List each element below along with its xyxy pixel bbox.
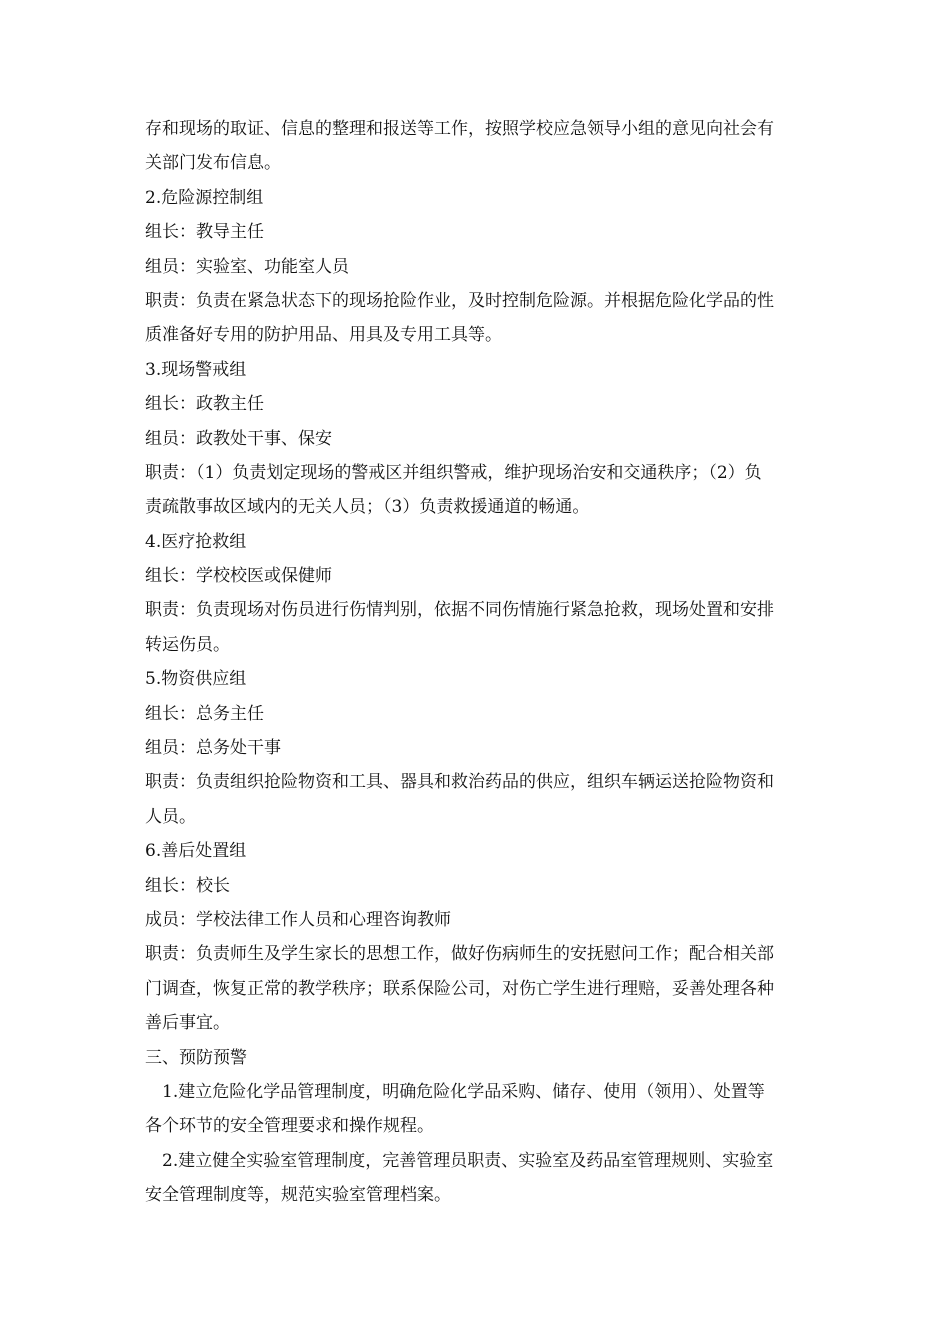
text-line: 组长：总务主任 [145, 703, 264, 724]
text-line: 质准备好专用的防护用品、用具及专用工具等。 [145, 325, 502, 346]
text-line: 4.医疗抢救组 [145, 531, 247, 552]
text-line: 组长：学校校医或保健师 [145, 566, 332, 587]
text-line: 职责：负责在紧急状态下的现场抢险作业，及时控制危险源。并根据危险化学品的性 [145, 290, 774, 311]
text-line: 各个环节的安全管理要求和操作规程。 [145, 1116, 434, 1137]
text-line: 2.危险源控制组 [145, 187, 264, 208]
text-line: 人员。 [145, 806, 196, 827]
text-line: 门调查，恢复正常的教学秩序；联系保险公司，对伤亡学生进行理赔，妥善处理各种 [145, 978, 774, 999]
text-line: 3.现场警戒组 [145, 359, 247, 380]
text-line: 安全管理制度等，规范实验室管理档案。 [145, 1185, 451, 1206]
document-body [145, 112, 795, 1213]
text-line: 存和现场的取证、信息的整理和报送等工作，按照学校应急领导小组的意见向社会有 [145, 119, 774, 139]
text-line: 职责：负责师生及学生家长的思想工作，做好伤病师生的安抚慰问工作；配合相关部 [145, 944, 774, 965]
text-line: 职责：（1）负责划定现场的警戒区并组织警戒，维护现场治安和交通秩序；（2）负 [145, 462, 762, 483]
text-line: 5.物资供应组 [145, 669, 247, 690]
text-line: 职责：负责组织抢险物资和工具、器具和救治药品的供应，组织车辆运送抢险物资和 [145, 772, 774, 793]
text-line: 善后事宜。 [145, 1013, 230, 1034]
text-line: 6.善后处置组 [145, 841, 247, 862]
text-line: 三、预防预警 [145, 1047, 247, 1068]
text-line: 组长：教导主任 [145, 222, 264, 243]
text-line: 成员：学校法律工作人员和心理咨询教师 [145, 909, 451, 930]
text-line: 组长：政教主任 [145, 394, 264, 415]
text-line: 转运伤员。 [145, 634, 230, 655]
text-line: 组长：校长 [145, 875, 230, 896]
text-line: 职责：负责现场对伤员进行伤情判别，依据不同伤情施行紧急抢救，现场处置和安排 [145, 600, 774, 621]
text-line: 组员：政教处干事、保安 [145, 428, 332, 449]
text-line: 责疏散事故区域内的无关人员；（3）负责救援通道的畅通。 [145, 497, 590, 518]
text-line: 组员：总务处干事 [145, 738, 281, 759]
text-line: 关部门发布信息。 [145, 153, 281, 174]
text-line: 组员：实验室、功能室人员 [145, 256, 349, 277]
text-line: 1.建立危险化学品管理制度，明确危险化学品采购、储存、使用（领用）、处置等 [162, 1081, 765, 1102]
text-line: 2.建立健全实验室管理制度，完善管理员职责、实验室及药品室管理规则、实验室 [162, 1150, 774, 1171]
